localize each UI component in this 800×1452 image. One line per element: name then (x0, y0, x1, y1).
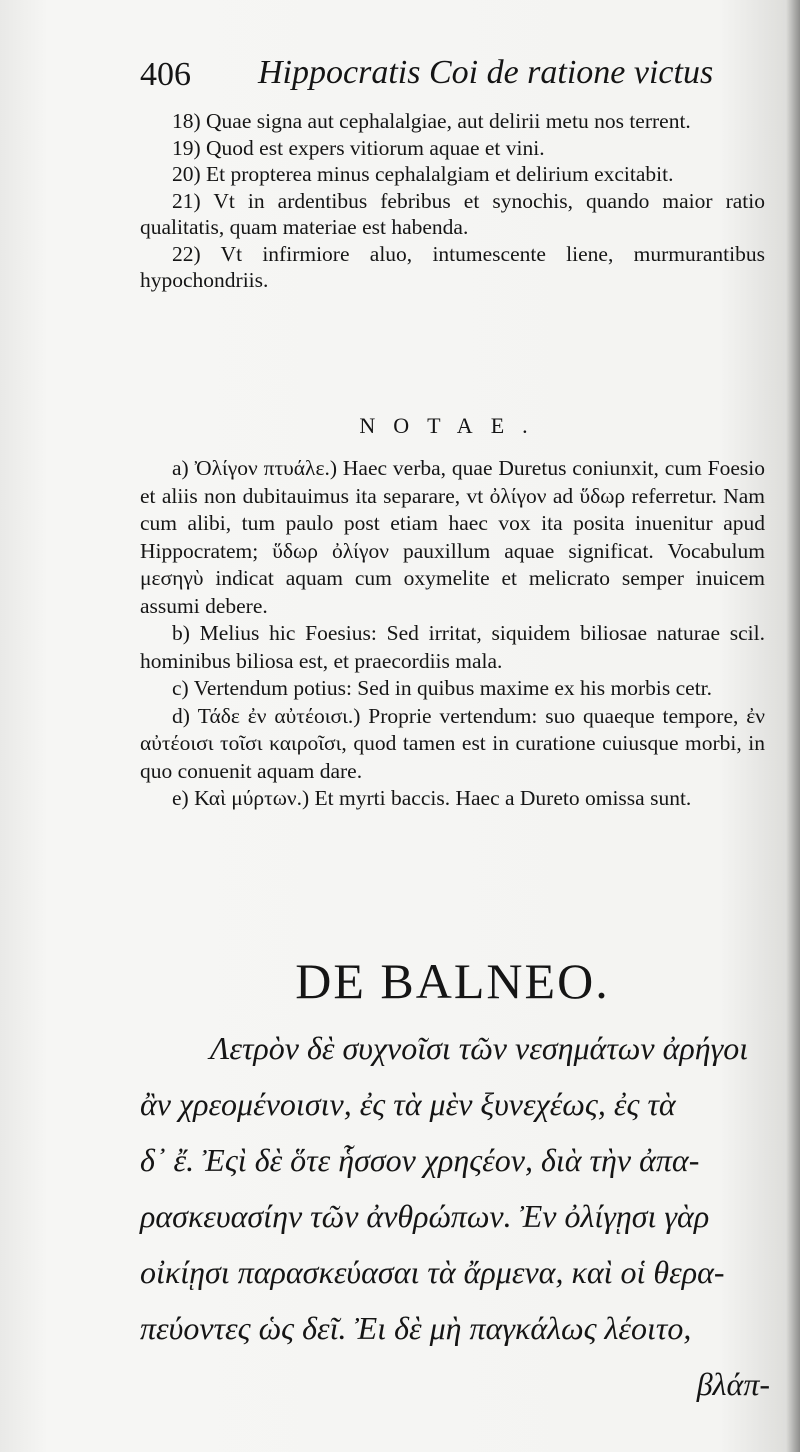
greek-text (140, 1020, 790, 1412)
greek-line-1: Λετρὸν δὲ συχνοῖσι τῶν νεσημάτων ἀρήγοι (210, 1030, 749, 1066)
section-heading: DE BALNEO. (295, 953, 610, 1009)
notes-list (140, 455, 765, 813)
latin-item-19: 19) Quod est expers vitiorum aquae et vini. (172, 135, 545, 160)
note-c: c) Vertendum potius: Sed in quibus maxime ex his morbis cetr. (172, 676, 713, 700)
greek-line-3: δ᾽ ἔ. Ἐςὶ δὲ ὅτε ἧσσον χρηςέον, διὰ τὴν ἀπα- (140, 1142, 700, 1178)
latin-item-22: 22) Vt infirmiore aluo, intumescente liene, murmurantibus hypochondriis. (140, 241, 765, 292)
latin-item-21: 21) Vt in ardentibus febribus et synochis, quando maior ratio qualitatis, quam materiae est habenda. (140, 188, 765, 239)
page-number: 406 (140, 56, 191, 93)
latin-commentary (140, 108, 765, 294)
greek-line-4: ρασκευασίην τῶν ἀνθρώπων. Ἐν ὀλίγῃσι γὰρ (140, 1198, 710, 1234)
greek-line-7: βλάπ- (696, 1366, 770, 1402)
greek-line-6: πεύοντες ὡς δεῖ. Ἐι δὲ μὴ παγκάλως λέοιτο, (140, 1310, 692, 1346)
page-header (140, 52, 760, 102)
note-d: d) Τάδε ἐν αὐτέοισι.) Proprie vertendum: suo quaeque tempore, ἐν αὐτέοισι τοῖσι καιροῖσι, quod tamen est in curatione cuiusque morbi, in quo conuenit aquam dare. (140, 703, 765, 783)
note-b: b) Melius hic Foesius: Sed irritat, siquidem biliosae naturae scil. hominibus biliosa est, et praecordiis mala. (140, 621, 765, 673)
note-a: a) Ὀλίγον πτυάλε.) Haec verba, quae Duretus coniunxit, cum Foesio et aliis non dubitauimus ita separare, vt ὀλίγον ad ὕδωρ referretur. Nam cum alibi, tum paulo post etiam haec vox ita posita inuenitur apud Hippocratem; ὕδωρ ὀλίγον pauxillum aquae significat. Vocabulum μεσηγὺ indicat aquam cum oxymelite et melicrato semper inuicem assumi debere. (140, 456, 765, 618)
latin-item-18: 18) Quae signa aut cephalalgiae, aut delirii metu nos terrent. (172, 109, 691, 133)
greek-line-5: οἰκίῃσι παρασκεύασαι τὰ ἄρμενα, καὶ οἱ θερα- (140, 1254, 725, 1290)
running-title: Hippocratis Coi de ratione victus (258, 54, 714, 91)
latin-item-20: 20) Et propterea minus cephalalgiam et delirium excitabit. (172, 162, 674, 186)
notes-heading: NOTAE. (359, 413, 546, 438)
note-e: e) Καὶ μύρτων.) Et myrti baccis. Haec a Dureto omissa sunt. (172, 786, 692, 810)
greek-line-2: ἂν χρεομένοισιν, ἐς τὰ μὲν ξυνεχέως, ἐς τὰ (140, 1086, 676, 1122)
